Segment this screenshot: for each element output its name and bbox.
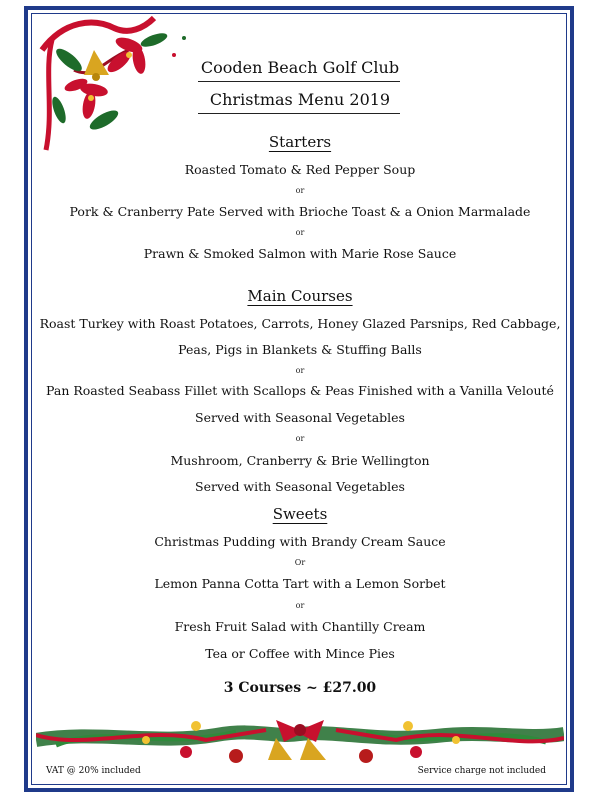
starters-heading: Starters bbox=[268, 133, 332, 151]
separator-or: or bbox=[295, 366, 305, 375]
separator-or: or bbox=[295, 186, 305, 195]
main-item: Served with Seasonal Vegetables bbox=[195, 410, 405, 425]
sweet-item: Tea or Coffee with Mince Pies bbox=[205, 646, 395, 661]
sweets-heading: Sweets bbox=[272, 505, 328, 523]
starter-item: Roasted Tomato & Red Pepper Soup bbox=[184, 162, 416, 177]
sweet-item: Lemon Panna Cotta Tart with a Lemon Sorbet bbox=[154, 576, 446, 591]
main-item: Roast Turkey with Roast Potatoes, Carrots, Honey Glazed Parsnips, Red Cabbage, bbox=[39, 316, 561, 331]
main-item: Pan Roasted Seabass Fillet with Scallops & Peas Finished with a Vanilla Velouté bbox=[46, 383, 554, 398]
separator-or: Or bbox=[294, 558, 306, 567]
club-name: Cooden Beach Golf Club bbox=[200, 58, 400, 77]
garland-decoration bbox=[36, 700, 564, 770]
vat-note: VAT @ 20% included bbox=[46, 766, 141, 776]
sweet-item: Fresh Fruit Salad with Chantilly Cream bbox=[174, 619, 426, 634]
price-line: 3 Courses ~ £27.00 bbox=[223, 680, 377, 696]
title-divider-1 bbox=[198, 81, 400, 82]
separator-or: or bbox=[295, 228, 305, 237]
sweet-item: Christmas Pudding with Brandy Cream Sauce bbox=[154, 534, 446, 549]
separator-or: or bbox=[295, 434, 305, 443]
starter-item: Prawn & Smoked Salmon with Marie Rose Sauce bbox=[143, 246, 457, 261]
separator-or: or bbox=[295, 601, 305, 610]
title-divider-2 bbox=[198, 113, 400, 114]
main-item: Mushroom, Cranberry & Brie Wellington bbox=[170, 453, 430, 468]
menu-title: Christmas Menu 2019 bbox=[209, 90, 391, 109]
service-charge-note: Service charge not included bbox=[417, 766, 546, 776]
main-item: Peas, Pigs in Blankets & Stuffing Balls bbox=[178, 342, 422, 357]
starter-item: Pork & Cranberry Pate Served with Brioche Toast & a Onion Marmalade bbox=[69, 204, 531, 219]
main-item: Served with Seasonal Vegetables bbox=[195, 479, 405, 494]
mains-heading: Main Courses bbox=[247, 287, 353, 305]
